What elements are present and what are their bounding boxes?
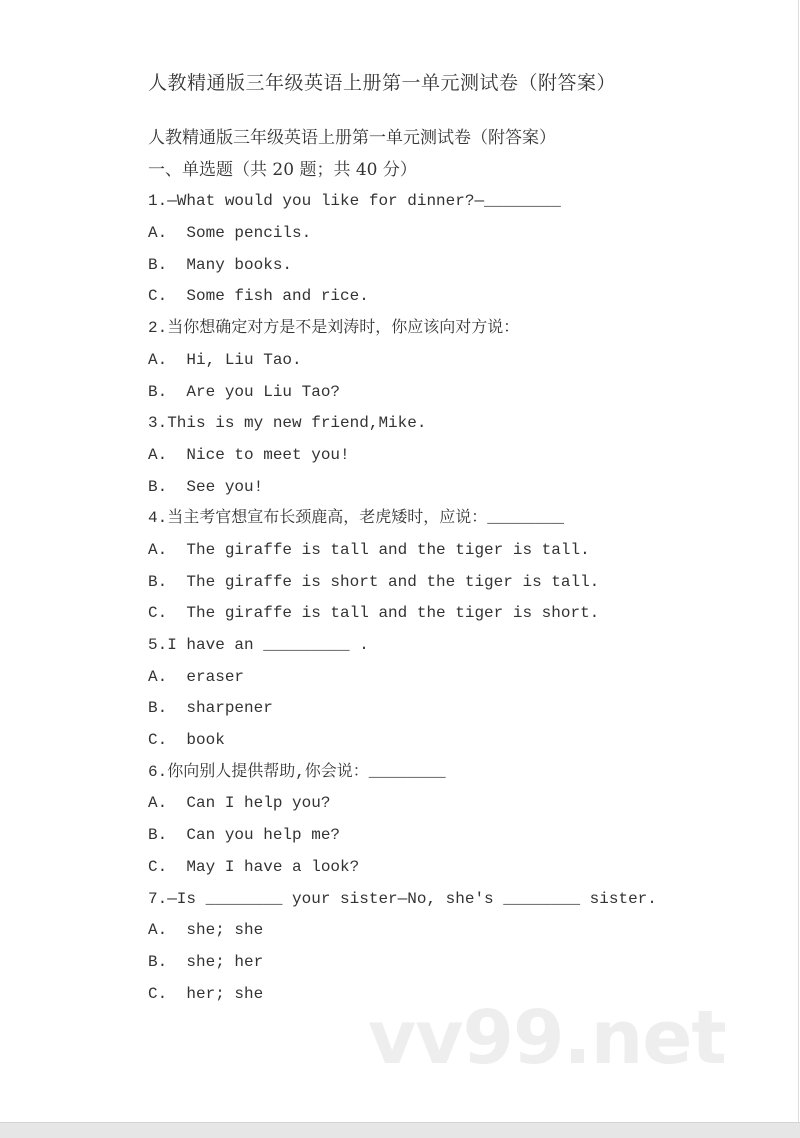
watermark: vv99.net [368, 995, 726, 1081]
answer-option: A. Some pencils. [148, 224, 312, 243]
document-body [148, 123, 657, 1010]
question-text: 5.I have an _________ . [148, 636, 369, 654]
question-text: 7.—Is ________ your sister—No, she's ________ sister. [148, 889, 657, 908]
question-text: 1.—What would you like for dinner?—________ [148, 192, 561, 211]
answer-option: B. sharpener [148, 699, 273, 718]
answer-option: A. she; she [148, 921, 264, 940]
question-text: 4.当主考官想宣布长颈鹿高，老虎矮时，应说：________ [148, 509, 565, 528]
answer-option: A. Can I help you? [148, 794, 331, 813]
section-heading: 一、单选题（共 20 题；共 40 分） [148, 159, 417, 180]
answer-option: C. Some fish and rice. [148, 287, 369, 306]
question-text: 6.你向别人提供帮助,你会说：________ [148, 762, 446, 781]
answer-option: B. Many books. [148, 255, 293, 274]
answer-option: C. May I have a look? [148, 857, 360, 876]
question-text: 3.This is my new friend,Mike. [148, 414, 427, 433]
answer-option: C. The giraffe is tall and the tiger is short. [148, 604, 600, 623]
answer-option: B. Can you help me? [148, 826, 341, 845]
answer-option: C. her; she [148, 984, 264, 1003]
answer-option: A. The giraffe is tall and the tiger is tall. [148, 540, 590, 559]
answer-option: A. eraser [148, 667, 245, 686]
document-title: 人教精通版三年级英语上册第一单元测试卷（附答案） [148, 72, 617, 94]
page-bottom-edge [0, 1122, 800, 1138]
answer-option: B. she; her [148, 952, 264, 971]
question-text: 2.当你想确定对方是不是刘涛时，你应该向对方说： [148, 319, 520, 338]
answer-option: B. The giraffe is short and the tiger is tall. [148, 572, 600, 591]
answer-option: B. See you! [148, 477, 264, 496]
answer-option: A. Hi, Liu Tao. [148, 350, 302, 369]
subtitle: 人教精通版三年级英语上册第一单元测试卷（附答案） [148, 128, 556, 148]
answer-option: C. book [148, 731, 225, 750]
answer-option: B. Are you Liu Tao? [148, 382, 341, 401]
answer-option: A. Nice to meet you! [148, 445, 350, 464]
